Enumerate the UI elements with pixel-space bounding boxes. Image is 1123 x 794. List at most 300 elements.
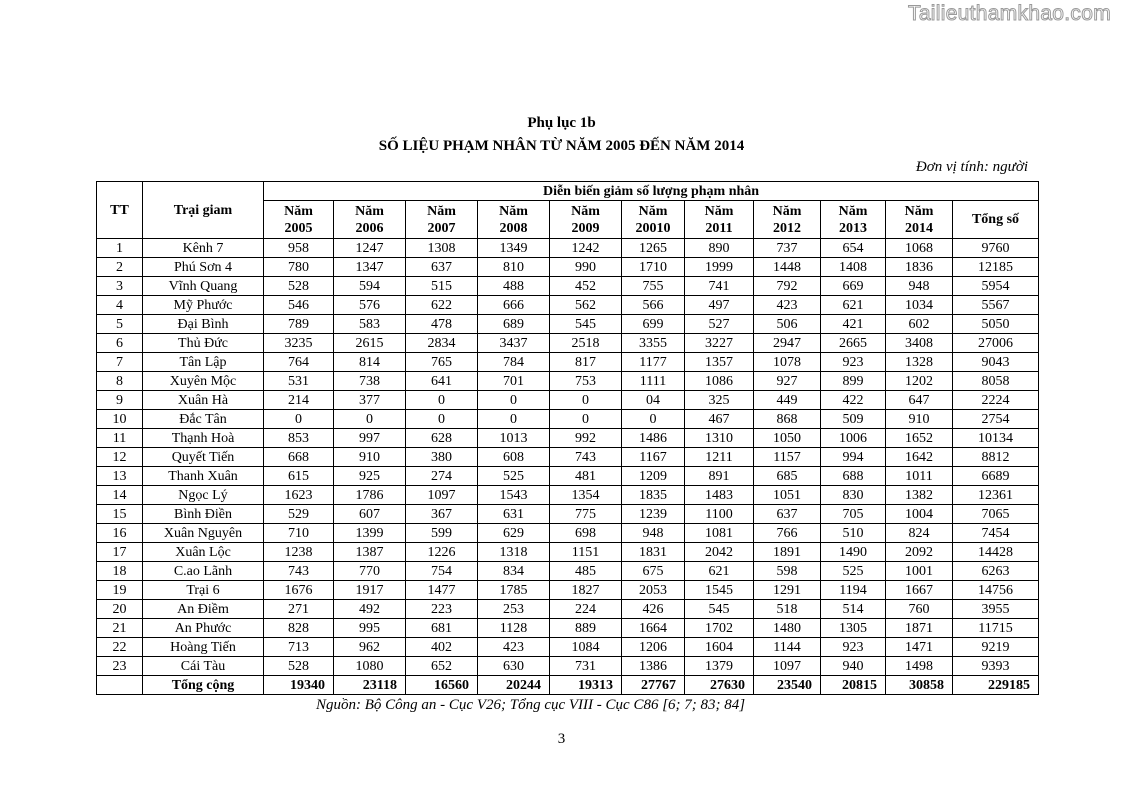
year-value-cell: 1379: [685, 657, 754, 676]
table-row: [97, 486, 1039, 505]
year-value-cell: 1081: [685, 524, 754, 543]
year-value-cell: 1226: [406, 543, 478, 562]
row-index: 5: [97, 315, 143, 334]
table-row: [97, 562, 1039, 581]
total-year-value: 23118: [334, 676, 406, 695]
row-index: 17: [97, 543, 143, 562]
year-value-cell: 1006: [821, 429, 886, 448]
camp-name: C.ao Lãnh: [143, 562, 264, 581]
prisoner-statistics-table: [96, 181, 1039, 695]
year-value-cell: 824: [886, 524, 953, 543]
year-value-cell: 510: [821, 524, 886, 543]
year-value-cell: 958: [264, 239, 334, 258]
year-value-cell: 1786: [334, 486, 406, 505]
year-value-cell: 731: [550, 657, 622, 676]
col-group-header: Diễn biến giảm số lượng phạm nhân: [264, 182, 1039, 201]
year-value-cell: 1408: [821, 258, 886, 277]
year-value-cell: 1004: [886, 505, 953, 524]
year-value-cell: 529: [264, 505, 334, 524]
year-label: Năm: [571, 203, 600, 219]
row-index: 8: [97, 372, 143, 391]
year-value-cell: 948: [622, 524, 685, 543]
year-value-cell: 1871: [886, 619, 953, 638]
row-total: 7065: [953, 505, 1039, 524]
row-total: 9393: [953, 657, 1039, 676]
row-index: 22: [97, 638, 143, 657]
camp-name: Đắc Tân: [143, 410, 264, 429]
camp-name: Tân Lập: [143, 353, 264, 372]
year-value-cell: 685: [754, 467, 821, 486]
year-value-cell: 1785: [478, 581, 550, 600]
year-value-cell: 546: [264, 296, 334, 315]
row-total: 7454: [953, 524, 1039, 543]
year-value-cell: 1483: [685, 486, 754, 505]
total-year-value: 30858: [886, 676, 953, 695]
year-value-cell: 622: [406, 296, 478, 315]
year-value-cell: 1480: [754, 619, 821, 638]
row-total: 2754: [953, 410, 1039, 429]
year-value-cell: 0: [622, 410, 685, 429]
unit-note: Đơn vị tính: người: [915, 159, 1028, 175]
year-value-cell: 528: [264, 657, 334, 676]
year-value-cell: 910: [886, 410, 953, 429]
row-index: 15: [97, 505, 143, 524]
year-value-cell: 631: [478, 505, 550, 524]
year-value-cell: 1209: [622, 467, 685, 486]
year-value-cell: 738: [334, 372, 406, 391]
year-value-cell: 583: [334, 315, 406, 334]
camp-name: Trại 6: [143, 581, 264, 600]
year-label: Năm: [284, 203, 313, 219]
row-index: 10: [97, 410, 143, 429]
year-value-cell: 545: [685, 600, 754, 619]
year-value-cell: 737: [754, 239, 821, 258]
table-row: [97, 239, 1039, 258]
total-year-value: 27630: [685, 676, 754, 695]
table-row: [97, 638, 1039, 657]
year-value-cell: 1050: [754, 429, 821, 448]
row-total: 8812: [953, 448, 1039, 467]
row-index: 2: [97, 258, 143, 277]
year-value-cell: 488: [478, 277, 550, 296]
year-value-cell: 1097: [754, 657, 821, 676]
year-value-cell: 910: [334, 448, 406, 467]
year-value-cell: 828: [264, 619, 334, 638]
document-title: SỐ LIỆU PHẠM NHÂN TỪ NĂM 2005 ĐẾN NĂM 2014: [378, 138, 745, 154]
camp-name: Đại Bình: [143, 315, 264, 334]
table-row: [97, 657, 1039, 676]
year-value-cell: 2053: [622, 581, 685, 600]
year-value-cell: 1664: [622, 619, 685, 638]
camp-name: Xuyên Mộc: [143, 372, 264, 391]
total-row: [97, 676, 1039, 695]
grand-total: 229185: [953, 676, 1039, 695]
table-row: [97, 258, 1039, 277]
year-value-cell: 452: [550, 277, 622, 296]
row-index: 6: [97, 334, 143, 353]
year-value-cell: 817: [550, 353, 622, 372]
year-value-cell: 274: [406, 467, 478, 486]
year-value-cell: 3408: [886, 334, 953, 353]
page-number: 3: [557, 731, 566, 747]
year-value-cell: 422: [821, 391, 886, 410]
year-value-cell: 1265: [622, 239, 685, 258]
year-label: Năm: [704, 203, 734, 219]
year-value-cell: 927: [754, 372, 821, 391]
year-value-cell: 514: [821, 600, 886, 619]
year-value-cell: 710: [264, 524, 334, 543]
year-value-cell: 1097: [406, 486, 478, 505]
year-value-cell: 1357: [685, 353, 754, 372]
year-value-cell: 525: [821, 562, 886, 581]
year-value-cell: 0: [406, 391, 478, 410]
table-row: [97, 448, 1039, 467]
row-index: 12: [97, 448, 143, 467]
year-value-cell: 992: [550, 429, 622, 448]
year-value: 2013: [839, 220, 867, 236]
year-value-cell: 2947: [754, 334, 821, 353]
camp-name: Xuân Lộc: [143, 543, 264, 562]
year-value-cell: 402: [406, 638, 478, 657]
source-note: Nguồn: Bộ Công an - Cục V26; Tổng cục VIII - Cục C86 [6; 7; 83; 84]: [316, 697, 746, 713]
year-value-cell: 1144: [754, 638, 821, 657]
camp-name: Thạnh Hoà: [143, 429, 264, 448]
table-row: [97, 410, 1039, 429]
year-value-cell: 764: [264, 353, 334, 372]
year-value-cell: 528: [264, 277, 334, 296]
year-value-cell: 890: [685, 239, 754, 258]
year-value-cell: 681: [406, 619, 478, 638]
year-value-cell: 743: [264, 562, 334, 581]
year-value-cell: 527: [685, 315, 754, 334]
table-row: [97, 467, 1039, 486]
year-value-cell: 467: [685, 410, 754, 429]
year-value-cell: 637: [754, 505, 821, 524]
row-index: 16: [97, 524, 143, 543]
row-total: 10134: [953, 429, 1039, 448]
col-header-year: [754, 201, 821, 239]
year-value-cell: 647: [886, 391, 953, 410]
year-value-cell: 1399: [334, 524, 406, 543]
total-year-value: 23540: [754, 676, 821, 695]
table-row: [97, 524, 1039, 543]
year-value-cell: 497: [685, 296, 754, 315]
row-total: 9043: [953, 353, 1039, 372]
year-value-cell: 0: [550, 410, 622, 429]
total-year-value: 20244: [478, 676, 550, 695]
table-row: [97, 581, 1039, 600]
year-value-cell: 478: [406, 315, 478, 334]
year-value-cell: 1202: [886, 372, 953, 391]
year-value-cell: 2615: [334, 334, 406, 353]
year-value-cell: 775: [550, 505, 622, 524]
year-value-cell: 492: [334, 600, 406, 619]
camp-name: Xuân Hà: [143, 391, 264, 410]
year-value-cell: 615: [264, 467, 334, 486]
year-value-cell: 962: [334, 638, 406, 657]
year-value-cell: 997: [334, 429, 406, 448]
year-value-cell: 830: [821, 486, 886, 505]
col-header-tt: TT: [97, 182, 143, 239]
year-value-cell: 325: [685, 391, 754, 410]
row-index: 3: [97, 277, 143, 296]
table-row: [97, 600, 1039, 619]
year-value-cell: 1194: [821, 581, 886, 600]
table-row: [97, 372, 1039, 391]
camp-name: Xuân Nguyên: [143, 524, 264, 543]
year-value-cell: 995: [334, 619, 406, 638]
year-value-cell: 743: [550, 448, 622, 467]
year-value: 2008: [499, 220, 528, 236]
year-value-cell: 1477: [406, 581, 478, 600]
watermark-text: Tailieuthamkhao.com: [908, 2, 1111, 25]
year-value-cell: 755: [622, 277, 685, 296]
table-row: [97, 543, 1039, 562]
table-row: [97, 429, 1039, 448]
year-value-cell: 545: [550, 315, 622, 334]
year-value-cell: 214: [264, 391, 334, 410]
year-value-cell: 1084: [550, 638, 622, 657]
year-value-cell: 1247: [334, 239, 406, 258]
year-value-cell: 621: [685, 562, 754, 581]
year-value-cell: 599: [406, 524, 478, 543]
row-index: 20: [97, 600, 143, 619]
year-value-cell: 889: [550, 619, 622, 638]
year-value-cell: 3227: [685, 334, 754, 353]
year-value-cell: 1086: [685, 372, 754, 391]
year-value: 2014: [905, 220, 933, 236]
year-value-cell: 628: [406, 429, 478, 448]
year-value-cell: 1001: [886, 562, 953, 581]
year-value: 2011: [705, 220, 733, 236]
total-year-value: 27767: [622, 676, 685, 695]
year-value-cell: 421: [821, 315, 886, 334]
year-value-cell: 940: [821, 657, 886, 676]
row-index: 4: [97, 296, 143, 315]
year-value-cell: 2834: [406, 334, 478, 353]
year-value-cell: 891: [685, 467, 754, 486]
year-value-cell: 1604: [685, 638, 754, 657]
year-value-cell: 948: [886, 277, 953, 296]
year-value-cell: 765: [406, 353, 478, 372]
year-value-cell: 654: [821, 239, 886, 258]
year-label: Năm: [499, 203, 528, 219]
year-value-cell: 1710: [622, 258, 685, 277]
row-index: 9: [97, 391, 143, 410]
year-value-cell: 1448: [754, 258, 821, 277]
year-value-cell: 1310: [685, 429, 754, 448]
year-value-cell: 1836: [886, 258, 953, 277]
row-total: 14756: [953, 581, 1039, 600]
year-value-cell: 515: [406, 277, 478, 296]
table-body: [97, 239, 1039, 695]
year-label: Năm: [904, 203, 934, 219]
year-value-cell: 1239: [622, 505, 685, 524]
total-row-label: Tổng cộng: [143, 676, 264, 695]
year-value: 20010: [635, 220, 671, 236]
year-value-cell: 1177: [622, 353, 685, 372]
row-index: 13: [97, 467, 143, 486]
year-value-cell: 485: [550, 562, 622, 581]
year-value-cell: 531: [264, 372, 334, 391]
year-value-cell: 1545: [685, 581, 754, 600]
col-header-year: [478, 201, 550, 239]
year-value-cell: 223: [406, 600, 478, 619]
year-value-cell: 1642: [886, 448, 953, 467]
camp-name: Cái Tàu: [143, 657, 264, 676]
row-index: 1: [97, 239, 143, 258]
camp-name: Quyết Tiến: [143, 448, 264, 467]
year-value-cell: 2092: [886, 543, 953, 562]
col-header-year: [334, 201, 406, 239]
year-value-cell: 1167: [622, 448, 685, 467]
year-value-cell: 1486: [622, 429, 685, 448]
year-value-cell: 2042: [685, 543, 754, 562]
year-value: 2009: [571, 220, 600, 236]
year-value: 2006: [355, 220, 384, 236]
col-header-year: [685, 201, 754, 239]
col-header-year: [821, 201, 886, 239]
year-value-cell: 594: [334, 277, 406, 296]
table-row: [97, 277, 1039, 296]
year-value-cell: 1111: [622, 372, 685, 391]
year-value-cell: 641: [406, 372, 478, 391]
camp-name: An Điềm: [143, 600, 264, 619]
row-index: 23: [97, 657, 143, 676]
year-value-cell: 766: [754, 524, 821, 543]
year-value-cell: 810: [478, 258, 550, 277]
row-total: 3955: [953, 600, 1039, 619]
year-value-cell: 271: [264, 600, 334, 619]
year-value-cell: 760: [886, 600, 953, 619]
year-value-cell: 1347: [334, 258, 406, 277]
row-index: 7: [97, 353, 143, 372]
year-value-cell: 607: [334, 505, 406, 524]
year-value-cell: 853: [264, 429, 334, 448]
year-value-cell: 0: [478, 410, 550, 429]
year-value-cell: 1291: [754, 581, 821, 600]
col-header-year: [622, 201, 685, 239]
year-value-cell: 509: [821, 410, 886, 429]
header-row-group: [97, 182, 1039, 201]
camp-name: Kênh 7: [143, 239, 264, 258]
row-total: 5050: [953, 315, 1039, 334]
year-value-cell: 705: [821, 505, 886, 524]
year-value-cell: 1100: [685, 505, 754, 524]
table-row: [97, 353, 1039, 372]
row-total: 9219: [953, 638, 1039, 657]
year-value-cell: 1667: [886, 581, 953, 600]
year-value-cell: 899: [821, 372, 886, 391]
camp-name: Phú Sơn 4: [143, 258, 264, 277]
year-value-cell: 1387: [334, 543, 406, 562]
year-value-cell: 1498: [886, 657, 953, 676]
year-value-cell: 253: [478, 600, 550, 619]
camp-name: Thủ Đức: [143, 334, 264, 353]
year-value-cell: 1349: [478, 239, 550, 258]
year-value-cell: 426: [622, 600, 685, 619]
year-value-cell: 0: [478, 391, 550, 410]
camp-name: Bình Điền: [143, 505, 264, 524]
year-value-cell: 1238: [264, 543, 334, 562]
appendix-label: Phụ lục 1b: [527, 115, 596, 131]
row-total: 6263: [953, 562, 1039, 581]
camp-name: Mỹ Phước: [143, 296, 264, 315]
year-value-cell: 2665: [821, 334, 886, 353]
camp-name: An Phước: [143, 619, 264, 638]
year-value-cell: 224: [550, 600, 622, 619]
year-value-cell: 1034: [886, 296, 953, 315]
year-value-cell: 675: [622, 562, 685, 581]
year-value-cell: 1382: [886, 486, 953, 505]
year-value-cell: 1151: [550, 543, 622, 562]
row-total: 6689: [953, 467, 1039, 486]
year-value-cell: 1051: [754, 486, 821, 505]
camp-name: Ngọc Lý: [143, 486, 264, 505]
row-total: 5567: [953, 296, 1039, 315]
year-value-cell: 1080: [334, 657, 406, 676]
year-value-cell: 598: [754, 562, 821, 581]
row-total: 14428: [953, 543, 1039, 562]
year-value-cell: 925: [334, 467, 406, 486]
col-header-year: [264, 201, 334, 239]
year-value-cell: 1891: [754, 543, 821, 562]
year-value-cell: 1490: [821, 543, 886, 562]
year-value-cell: 1917: [334, 581, 406, 600]
year-value-cell: 3235: [264, 334, 334, 353]
year-value-cell: 2518: [550, 334, 622, 353]
year-value-cell: 698: [550, 524, 622, 543]
total-year-value: 20815: [821, 676, 886, 695]
year-value-cell: 789: [264, 315, 334, 334]
camp-name: Vĩnh Quang: [143, 277, 264, 296]
year-value-cell: 1308: [406, 239, 478, 258]
row-total: 8058: [953, 372, 1039, 391]
year-value-cell: 1157: [754, 448, 821, 467]
year-value: 2007: [427, 220, 456, 236]
year-value-cell: 753: [550, 372, 622, 391]
year-value-cell: 923: [821, 638, 886, 657]
row-total: 12361: [953, 486, 1039, 505]
year-label: Năm: [355, 203, 384, 219]
year-value-cell: 0: [334, 410, 406, 429]
year-value-cell: 0: [264, 410, 334, 429]
year-value-cell: 1305: [821, 619, 886, 638]
year-value-cell: 688: [821, 467, 886, 486]
row-total: 9760: [953, 239, 1039, 258]
year-value-cell: 3437: [478, 334, 550, 353]
col-header-year: [406, 201, 478, 239]
year-value-cell: 1013: [478, 429, 550, 448]
row-index: 21: [97, 619, 143, 638]
year-value-cell: 3355: [622, 334, 685, 353]
year-value-cell: 1242: [550, 239, 622, 258]
year-value-cell: 1386: [622, 657, 685, 676]
row-index: 19: [97, 581, 143, 600]
year-value-cell: 689: [478, 315, 550, 334]
row-total: 12185: [953, 258, 1039, 277]
year-value-cell: 1206: [622, 638, 685, 657]
year-value-cell: 701: [478, 372, 550, 391]
year-value-cell: 1128: [478, 619, 550, 638]
year-value-cell: 1471: [886, 638, 953, 657]
year-label: Năm: [427, 203, 456, 219]
total-year-value: 19340: [264, 676, 334, 695]
table-row: [97, 619, 1039, 638]
year-value-cell: 1318: [478, 543, 550, 562]
year-value-cell: 1068: [886, 239, 953, 258]
table-row: [97, 391, 1039, 410]
